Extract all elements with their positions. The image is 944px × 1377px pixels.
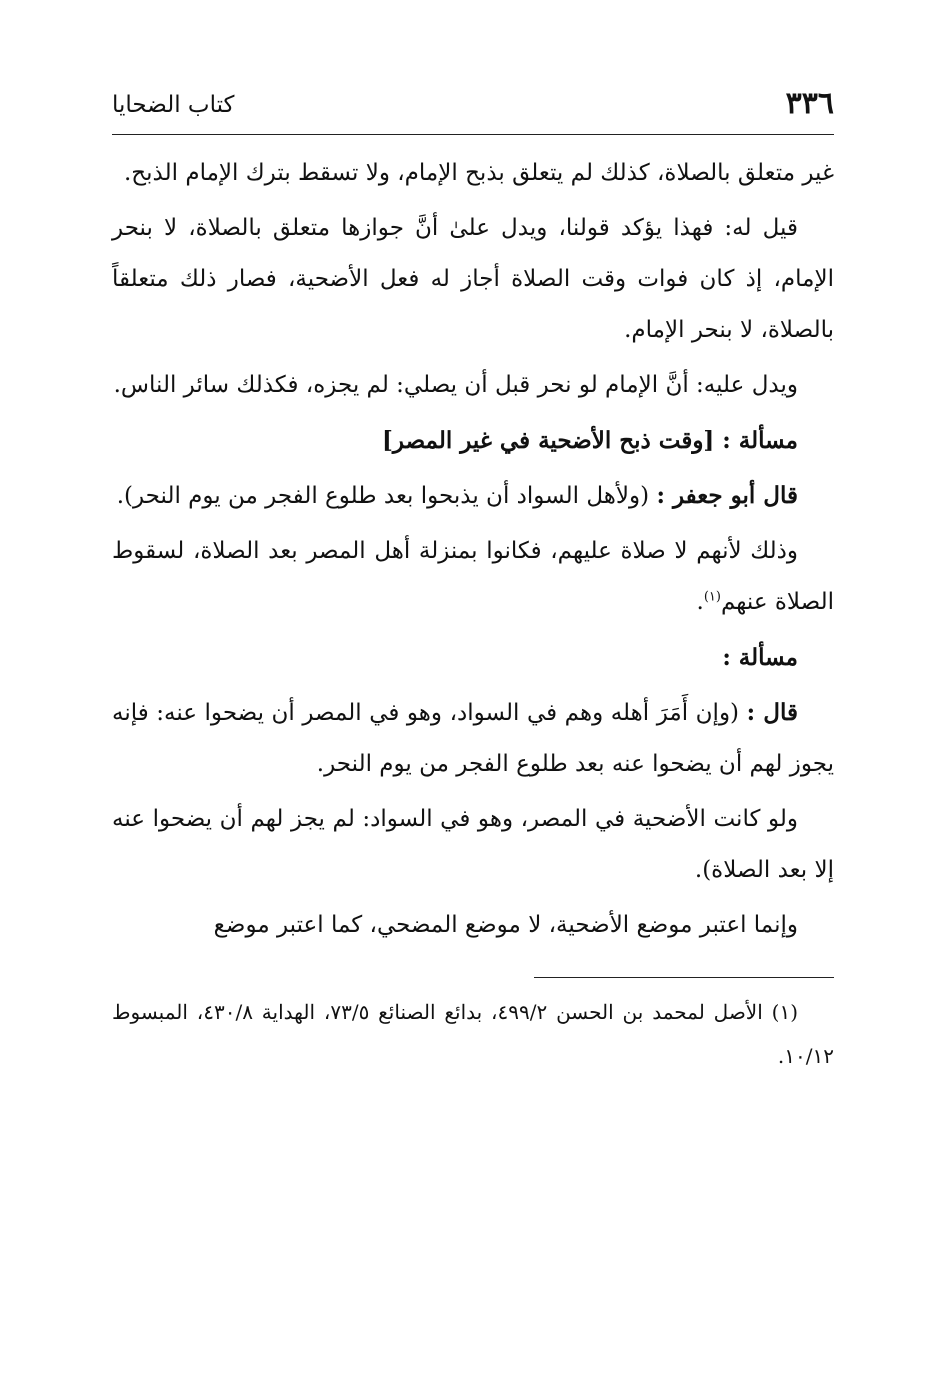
paragraph-text: (وإن أَمَرَ أهله وهم في السواد، وهو في المصر أن يضحوا عنه: فإنه يجوز لهم أن يضحوا عنه بعد طلوع الفجر من يوم النحر. <box>112 700 834 777</box>
paragraph-text: غير متعلق بالصلاة، كذلك لم يتعلق بذبح الإمام، ولا تسقط بترك الإمام الذبح. <box>124 160 834 186</box>
paragraph-text: وإنما اعتبر موضع الأضحية، لا موضع المضحي، كما اعتبر موضع <box>213 912 798 938</box>
running-title: كتاب الضحايا <box>112 92 235 118</box>
paragraph-text: (ولأهل السواد أن يذبحوا بعد طلوع الفجر من يوم النحر). <box>116 483 657 509</box>
footnotes <box>112 990 834 1078</box>
header-rule <box>112 134 834 135</box>
speaker-lead: قال أبو جعفر : <box>656 482 798 509</box>
paragraph <box>112 203 834 356</box>
paragraph <box>112 687 834 790</box>
main-text <box>112 148 834 951</box>
paragraph <box>112 794 834 896</box>
paragraph-end-punctuation: . <box>696 589 704 615</box>
paragraph <box>112 148 834 199</box>
section-heading <box>112 415 834 466</box>
footnote-rule <box>534 977 834 978</box>
paragraph-text: وذلك لأنهم لا صلاة عليهم، فكانوا بمنزلة أهل المصر بعد الصلاة، لسقوط الصلاة عنهم <box>112 538 834 615</box>
paragraph <box>112 360 834 411</box>
section-heading-text: مسألة : [وقت ذبح الأضحية في غير المصر] <box>382 427 798 454</box>
footnote-text: (١) الأصل لمحمد بن الحسن ٤٩٩/٢، بدائع الصنائع ٧٣/٥، الهداية ٤٣٠/٨، المبسوط ١٠/١٢. <box>112 1000 834 1068</box>
paragraph <box>112 900 834 951</box>
page-number: ٣٣٦ <box>785 86 834 121</box>
footnote <box>112 990 834 1078</box>
speaker-lead: قال : <box>746 699 798 726</box>
section-heading-text: مسألة : <box>722 644 798 671</box>
paragraph <box>112 470 834 522</box>
paragraph <box>112 526 834 628</box>
book-page <box>112 80 834 1078</box>
page-header <box>112 80 834 136</box>
section-heading <box>112 632 834 683</box>
footnote-reference: (١) <box>703 589 721 605</box>
paragraph-text: ولو كانت الأضحية في المصر، وهو في السواد: لم يجز لهم أن يضحوا عنه إلا بعد الصلاة). <box>112 806 834 883</box>
paragraph-text: ويدل عليه: أنَّ الإمام لو نحر قبل أن يصلي: لم يجزه، فكذلك سائر الناس. <box>113 372 798 398</box>
paragraph-text: قيل له: فهذا يؤكد قولنا، ويدل علىٰ أنَّ جوازها متعلق بالصلاة، لا بنحر الإمام، إذ كان فوات وقت الصلاة أجاز له فعل الأضحية، فصار ذلك متعلقاً بالصلاة، لا بنحر الإمام. <box>112 215 834 343</box>
